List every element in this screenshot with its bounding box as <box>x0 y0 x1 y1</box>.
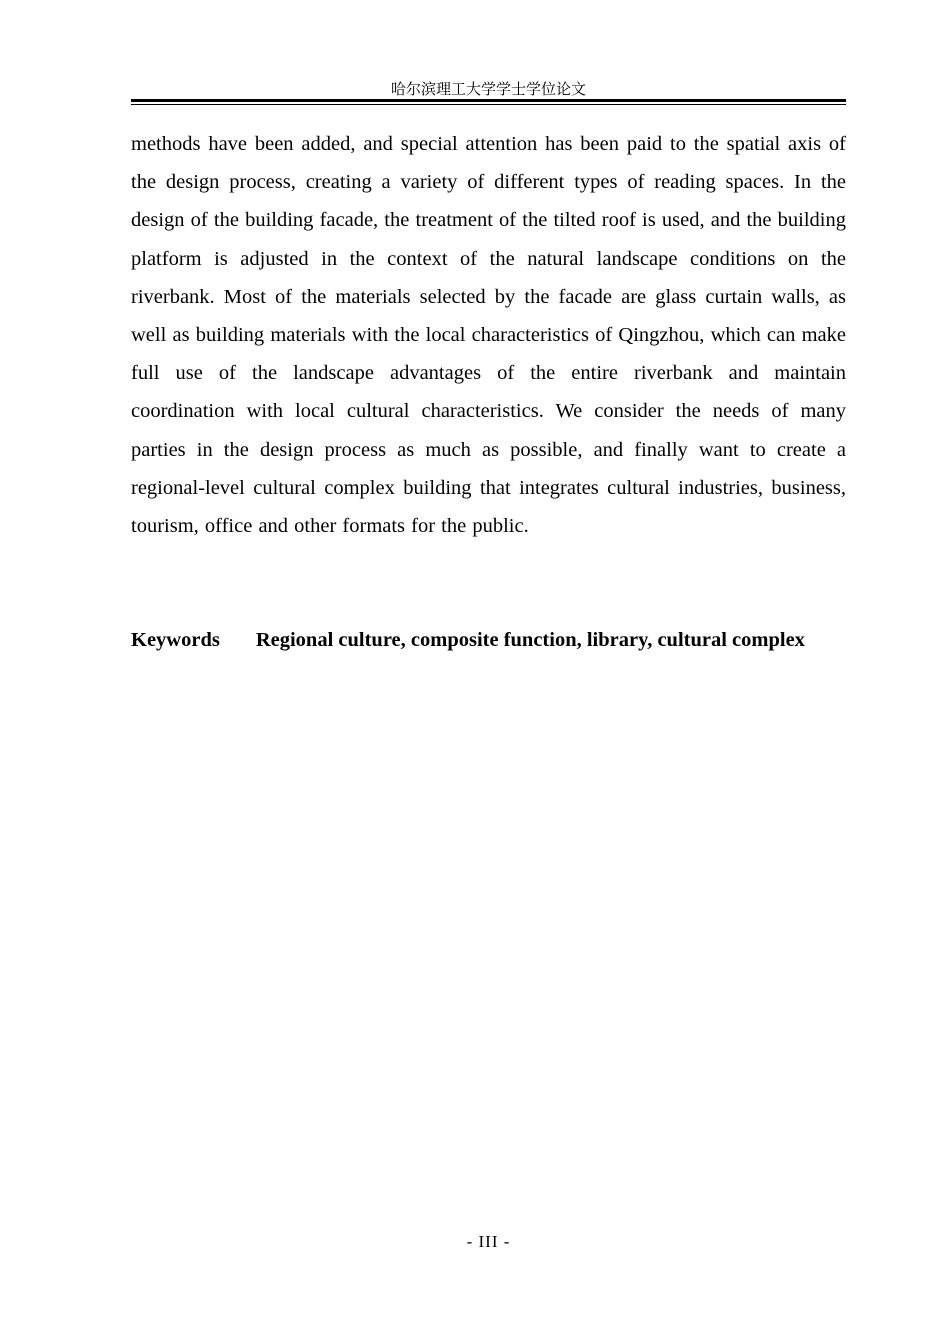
keywords-line <box>131 621 846 660</box>
page-number: - III - <box>466 1232 511 1251</box>
keywords-text: Regional culture, composite function, library, cultural complex <box>255 629 805 651</box>
header-rule-thin <box>131 104 846 105</box>
page-header: 哈尔滨理工大学学士学位论文 <box>390 80 586 98</box>
abstract-paragraph: methods have been added, and special attention has been paid to the spatial axis of the design process, creating a variety of different types of reading spaces. In the design of the building facade, the treatment of the tilted roof is used, and the building platform is adjusted in the context of the natural landscape conditions on the riverbank. Most of the materials selected by the facade are glass curtain walls, as well as building materials with the local characteristics of Qingzhou, which can make full use of the landscape advantages of the entire riverbank and maintain coordination with local cultural characteristics. We consider the needs of many parties in the design process as much as possible, and finally want to create a regional-level cultural complex building that integrates cultural industries, business, tourism, office and other formats for the public. <box>131 133 846 538</box>
header-rule-thick <box>131 99 846 102</box>
keywords-label: Keywords <box>131 629 220 651</box>
